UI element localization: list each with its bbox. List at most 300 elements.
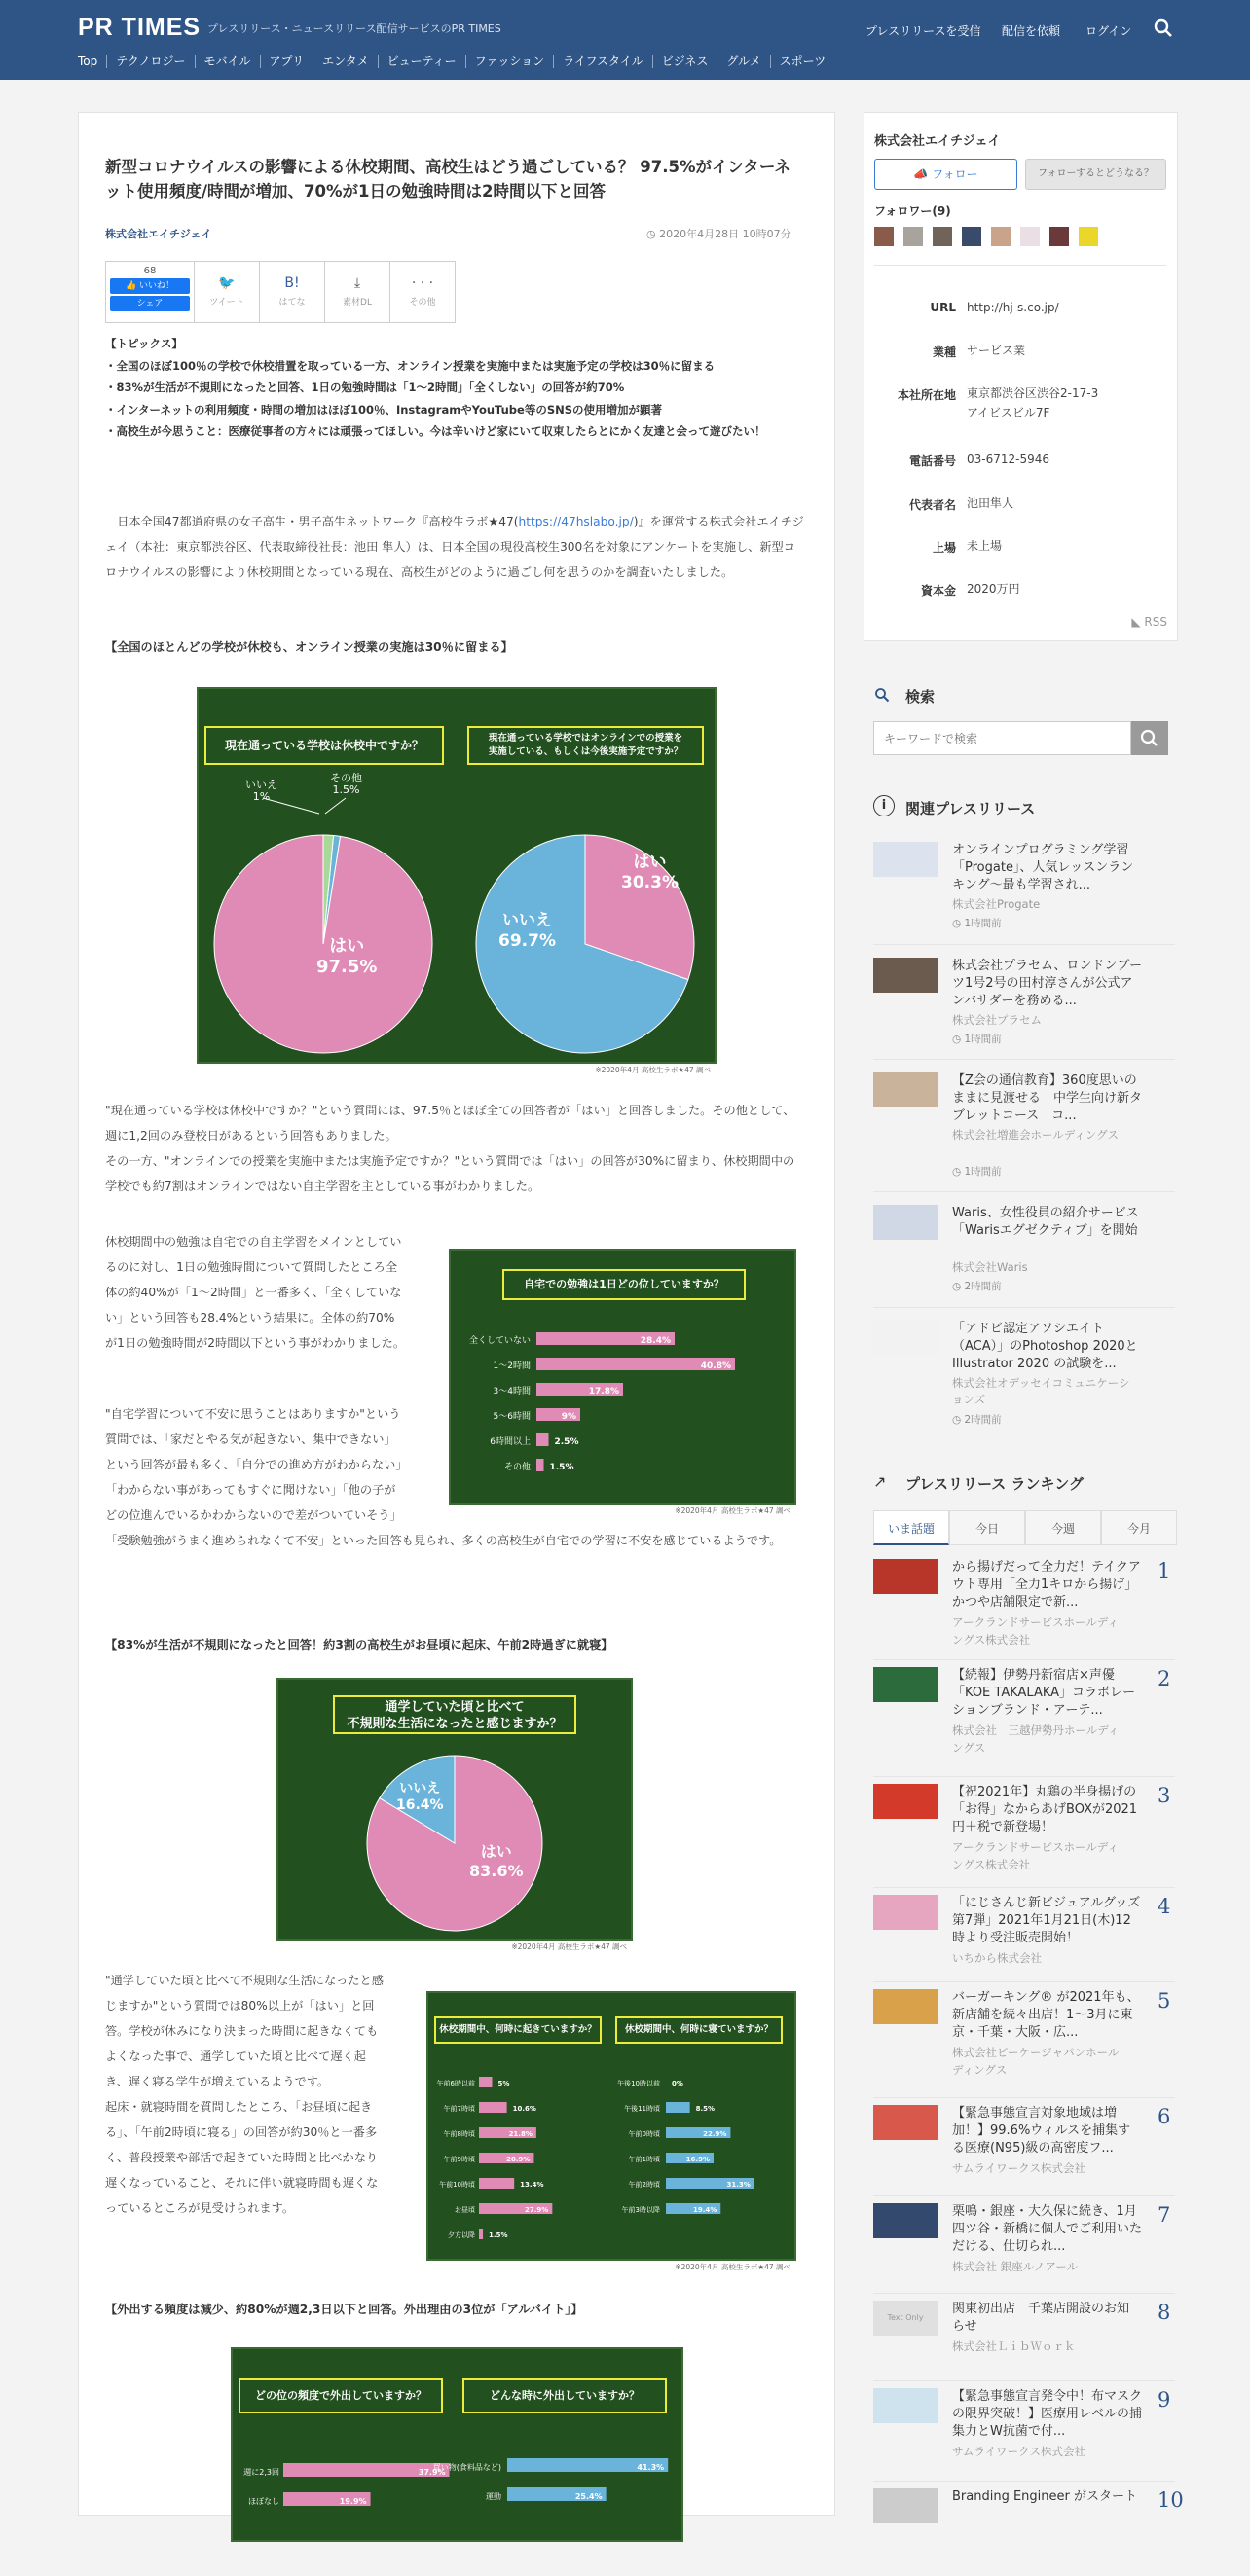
bar-label: 6時間以上 — [490, 1437, 531, 1447]
related-thumbnail — [873, 842, 938, 877]
bar — [479, 2077, 493, 2087]
follow-label: フォロー — [932, 167, 978, 181]
search-submit-icon — [1131, 721, 1168, 755]
nav-login[interactable]: ログイン — [1085, 24, 1132, 38]
bar-value: 9% — [561, 1412, 576, 1422]
heading-3: 【外出する頻度は減少、約80%が週2,3日以下と回答。外出理由の3位が「アルバイト」】 — [105, 2303, 583, 2316]
pie1-other-leader — [325, 798, 346, 814]
more-label: その他 — [409, 298, 436, 308]
bar-value: 13.4% — [520, 2181, 544, 2189]
topic-4: ・高校生が今思うこと：医療従事者の方々には頑張ってほしい。今は辛いけど家にいて収束したらとにかく友達と会って遊びたい！ — [105, 424, 766, 438]
out2-title: どんな時に外出していますか？ — [462, 2378, 667, 2413]
wake-sleep-bars — [428, 1993, 794, 2259]
tab-month[interactable]: 今月 — [1101, 1510, 1177, 1545]
follower-avatar[interactable] — [991, 227, 1011, 246]
related-time — [952, 1164, 1002, 1179]
intro-paragraph — [105, 509, 806, 585]
bar-label: 運動 — [486, 2492, 501, 2501]
ranking-thumbnail — [873, 1989, 938, 2024]
ranking-thumbnail — [873, 1784, 938, 1819]
clock-icon: ◷ — [952, 1414, 965, 1426]
pie2-yes-name: はい — [633, 853, 667, 872]
info-url-value[interactable]: http://hj-s.co.jp/ — [967, 301, 1059, 314]
pie2-no-label — [498, 911, 556, 952]
download-icon: ⤓ — [353, 275, 361, 291]
divider — [873, 2481, 1175, 2482]
pie1-yes-label — [316, 936, 377, 977]
pie1-no-name: いいえ — [245, 779, 277, 791]
divider — [873, 1659, 1175, 1660]
paragraph-anxiety-a: "自宅学習について不安に思うことはありますか"という質問では、「家だとやる気が起きない、集中できない」という回答が最も多く、「自分での進め方がわからない」「わからない事があってもすぐに聞けない」「他の子がどの位進んでいるかわからないので差がついていそう」 — [105, 1407, 402, 1522]
related-company: 株式会社増進会ホールディングス — [952, 1128, 1120, 1142]
ranking-item[interactable] — [873, 2488, 1184, 2576]
follower-avatar[interactable] — [903, 227, 923, 246]
info-industry-value: サービス業 — [967, 344, 1026, 357]
ranking-title-text[interactable]: Branding Engineer がスタート — [952, 2489, 1137, 2504]
pie2-title-line2: 実施している、もしくは今後実施予定ですか？ — [488, 746, 683, 757]
bar-value: 8.5% — [695, 2105, 716, 2113]
bar-value: 16.9% — [685, 2156, 711, 2163]
pie3-yes-name: はい — [480, 1842, 512, 1861]
sleep-title: 休校期間中、何時に寝ていますか？ — [615, 2016, 783, 2044]
ranking-thumbnail — [873, 2203, 938, 2238]
nav-subscribe[interactable]: プレスリリースを受信 — [865, 24, 981, 38]
ranking-company: 株式会社ビーケージャパンホールディングス — [952, 2046, 1120, 2077]
cat-gourmet[interactable]: グルメ — [717, 55, 769, 68]
clock-icon: ◷ — [646, 228, 660, 240]
follower-avatar[interactable] — [962, 227, 981, 246]
bar-label: 買い物(食料品など) — [432, 2463, 501, 2472]
date-text: 2020年4月28日 10時07分 — [659, 228, 791, 240]
bar-label: 午前2時頃 — [628, 2181, 660, 2189]
paragraph-irregular-a: "通学していた頃と比べて不規則な生活になったと感じますか"という質問では80%以上が「はい」と回答。学校が休みになり決まった時間に起きなくてもよくなった事で、通学していた頃と比べて遅く起き、遅く寝る学生が増えているようです。 — [105, 1974, 384, 2088]
bar-label: 午前7時頃 — [443, 2105, 475, 2113]
wake-credit: ※2020年4月 高校生ラボ★47 調べ — [675, 2263, 790, 2271]
intro-text-1: 日本全国47都道府県の女子高生・男子高生ネットワーク『高校生ラボ★47( — [117, 515, 519, 528]
ranking-title-text[interactable]: 「にじさんじ新ビジュアルグッズ第7弾」2021年1月21日(木)12時より受注販売開始！ — [952, 1896, 1141, 1945]
trend-icon: ↗ — [873, 1472, 887, 1491]
article-title: 新型コロナウイルスの影響による休校期間、高校生はどう過ごしている？ 97.5%がインターネット使用頻度/時間が増加、70%が1日の勉強時間は2時間以下と回答 — [105, 158, 791, 200]
related-time — [952, 1032, 1002, 1046]
info-listing-label: 上場 — [932, 541, 956, 555]
ranking-title-text[interactable]: 栗鳴・銀座・大久保に続き、1月 四ツ谷・新橋に個人でご利用いただける、仕切られ... — [952, 2204, 1143, 2254]
pie1-yes-name: はい — [329, 936, 365, 957]
divider — [873, 2195, 1175, 2196]
info-url-label: URL — [930, 301, 956, 314]
ranking-item[interactable] — [873, 2301, 1175, 2388]
bar-label: 午前6時以前 — [436, 2080, 475, 2087]
ranking-company: 株式会社 三越伊勢丹ホールディングス — [952, 1723, 1120, 1755]
info-address-value — [967, 383, 1098, 422]
ranking-title-text[interactable]: 【祝2021年】丸鶏の半身揚げの「お得」なからあげBOXが2021円＋税で新登場！ — [952, 1785, 1138, 1834]
paragraph-irregular — [105, 1968, 385, 2221]
related-item[interactable] — [873, 1072, 1175, 1178]
search-icon[interactable] — [1152, 17, 1175, 40]
out1-title: どの位の頻度で外出していますか？ — [239, 2378, 443, 2413]
ranking-title-text[interactable]: 【緊急事態宣言対象地域は増加！】99.6%ウィルスを捕集する医療(N95)級の高密度フ... — [952, 2106, 1131, 2156]
bar-label: お昼頃 — [455, 2206, 475, 2214]
ranking-title-text[interactable]: 【続報】伊勢丹新宿店×声優「KOE TAKALAKA」コラボレーションブランド・アーテ... — [952, 1668, 1136, 1718]
divider — [873, 1307, 1175, 1308]
bar-value: 1.5% — [549, 1463, 574, 1472]
related-thumbnail — [873, 958, 938, 993]
like-label: いいね！ — [139, 281, 175, 291]
divider — [873, 1059, 1175, 1060]
bar — [666, 2102, 690, 2113]
related-time — [952, 1412, 1002, 1427]
pie1-title: 現在通っている学校は休校中ですか？ — [204, 726, 444, 765]
clock-icon: ◷ — [952, 1034, 965, 1045]
pie1-other-value: 1.5% — [332, 783, 360, 796]
topic-3: ・インターネットの利用頻度・時間の増加はほぼ100％、InstagramやYouTube等のSNSの使用増加が顕著 — [105, 402, 663, 417]
related-thumbnail — [873, 1072, 938, 1107]
ranking-number: 1 — [1158, 1559, 1171, 1582]
pie1-no-value: 1% — [252, 790, 271, 803]
ranking-thumbnail — [873, 1895, 938, 1930]
related-company: 株式会社オデッセイコミュニケーションズ — [952, 1376, 1130, 1406]
chart-credit: ※2020年4月 高校生ラボ★47 調べ — [595, 1066, 711, 1074]
download-button[interactable] — [324, 261, 390, 323]
pie2-title-line1: 現在通っている学校ではオンラインでの授業を — [488, 733, 683, 744]
paragraph-1-a: "現在通っている学校は休校中ですか？"という質問には、97.5％とほぼ全ての回答者が「はい」と回答しました。その他として、週に1,2回のみ登校日があるという回答もありました。 — [105, 1104, 795, 1143]
wake-title: 休校期間中、何時に起きていますか？ — [434, 2016, 602, 2044]
bar-value: 2.5% — [554, 1437, 579, 1447]
related-item[interactable] — [873, 1321, 1175, 1426]
ranking-company: サムライワークス株式会社 — [952, 2445, 1085, 2458]
clock-icon: ◷ — [952, 1166, 965, 1178]
related-time-text: 1時間前 — [964, 1034, 1002, 1045]
more-button[interactable] — [389, 261, 456, 323]
bar-value: 40.8% — [700, 1361, 731, 1371]
ranking-title-text[interactable]: 関東初出店 千葉店開設のお知らせ — [952, 2302, 1130, 2334]
related-thumbnail — [873, 1205, 938, 1240]
bar-label: 午前3時以降 — [621, 2206, 660, 2214]
ranking-number: 6 — [1158, 2105, 1171, 2128]
ranking-number: 3 — [1158, 1784, 1171, 1807]
pie1-other-label — [330, 773, 362, 796]
publish-date — [646, 226, 791, 241]
magnifier-icon — [874, 687, 890, 703]
info-address-line1: 東京都渋谷区渋谷2-17-3 — [967, 386, 1099, 400]
ranking-company: 株式会社 銀座ルノアール — [952, 2260, 1079, 2273]
bar-label: その他 — [503, 1463, 531, 1472]
pie3-yes-value: 83.6% — [469, 1862, 524, 1880]
bar-label: 午後11時頃 — [624, 2105, 660, 2113]
nav-request[interactable]: 配信を依頼 — [1002, 24, 1061, 38]
bar-value: 1.5% — [489, 2231, 508, 2239]
bar-label: 午前10時頃 — [439, 2181, 475, 2189]
info-address-label: 本社所在地 — [897, 388, 956, 402]
ranking-thumbnail — [873, 2488, 938, 2523]
ranking-item[interactable] — [873, 1559, 1175, 1647]
search-submit-button[interactable] — [1131, 721, 1168, 755]
bar-value: 25.4% — [574, 2492, 603, 2501]
follower-avatar[interactable] — [1049, 227, 1069, 246]
topic-1: ・全国のほぼ100％の学校で休校措置を取っている一方、オンライン授業を実施中または実施予定の学校は30％に留まる — [105, 358, 716, 373]
bar-value: 22.9% — [703, 2130, 727, 2138]
bar-label: 午前1時頃 — [628, 2156, 660, 2163]
bar-value: 10.6% — [512, 2105, 536, 2113]
related-time — [952, 1279, 1002, 1293]
related-title-text[interactable]: 株式会社プラセム、ロンドンブーツ1号2号の田村淳さんが公式アンバサダーを務める... — [952, 959, 1143, 1008]
ranking-title-text[interactable]: 【緊急事態宣言発令中！布マスクの限界突破！】医療用レベルの捕集力とW抗菌で付... — [952, 2389, 1143, 2439]
company-link[interactable]: 株式会社エイチジェイ — [105, 228, 212, 240]
study-title: 自宅での勉強は1日どの位していますか？ — [502, 1269, 746, 1300]
search-title: 検索 — [905, 688, 936, 706]
pie3-svg — [278, 1680, 631, 1939]
info-capital-value: 2020万円 — [967, 582, 1020, 596]
download-label: 素材DL — [343, 298, 372, 308]
divider — [873, 944, 1175, 945]
divider — [873, 1887, 1175, 1888]
follower-avatar[interactable] — [874, 227, 894, 246]
pie3-no-value: 16.4% — [396, 1797, 444, 1813]
study-credit: ※2020年4月 高校生ラボ★47 調べ — [675, 1506, 790, 1515]
bar-label: 5〜6時間 — [493, 1412, 531, 1422]
topics — [105, 333, 806, 443]
category-nav — [78, 54, 834, 68]
heading-2: 【83%が生活が不規則になったと回答！約3割の高校生がお昼頃に起床、午前2時過ぎに就寝】 — [105, 1638, 613, 1651]
info-phone-label: 電話番号 — [908, 454, 956, 468]
tab-today[interactable]: 今日 — [949, 1510, 1025, 1545]
divider — [873, 2293, 1175, 2294]
ranking-thumbnail — [873, 1667, 938, 1702]
related-item[interactable] — [873, 1205, 1175, 1302]
pie1-yes-value: 97.5% — [316, 957, 378, 977]
divider — [873, 2380, 1175, 2381]
topics-heading: 【トピックス】 — [105, 337, 183, 350]
follow-button[interactable] — [874, 159, 1017, 190]
cat-sports[interactable]: スポーツ — [770, 55, 835, 68]
thumbnail-label: Text Only — [887, 2313, 924, 2322]
related-time — [952, 916, 1002, 930]
info-listing-value: 未上場 — [967, 539, 1003, 553]
divider — [874, 265, 1166, 266]
ranking-company: アークランドサービスホールディングス株式会社 — [952, 1615, 1120, 1647]
share-button[interactable]: シェア — [110, 296, 190, 311]
ranking-number: 4 — [1158, 1895, 1171, 1918]
info-ceo-label: 代表者名 — [908, 498, 956, 512]
bar-value: 19.4% — [692, 2206, 717, 2214]
cat-lifestyle[interactable]: ライフスタイル — [553, 55, 652, 68]
bar-label: 週に2,3回 — [243, 2468, 279, 2477]
rss-icon: ◣ — [1131, 615, 1145, 629]
like-count: 68 — [143, 266, 157, 276]
pie3-title-line1: 通学していた頃と比べて — [385, 1700, 525, 1715]
paragraph-study: 休校期間中の勉強は自宅での自主学習をメインとしているのに対し、1日の勉強時間について質問したところ全体の約40%が「1〜2時間」と一番多く、「全くしていない」という回答も28.4%という結果に。全体の約70%が1日の勉強時間が2時間以下という事がわかりました。 — [105, 1235, 406, 1350]
rss-label: RSS — [1144, 615, 1167, 629]
ranking-number: 5 — [1158, 1989, 1171, 2013]
chart-irregular — [276, 1678, 633, 1951]
thumbs-up-icon: 👍 — [125, 281, 140, 291]
follower-avatar[interactable] — [933, 227, 952, 246]
bar-value: 0% — [672, 2080, 683, 2087]
cat-app[interactable]: アプリ — [260, 55, 313, 68]
bar-label: 午前8時頃 — [443, 2130, 475, 2138]
followers-count: フォロワー(9) — [874, 204, 951, 218]
pie3-credit: ※2020年4月 高校生ラボ★47 調べ — [511, 1942, 627, 1951]
ranking-title-text[interactable]: バーガーキング® が2021年も、新店舗を続々出店！1～3月に東京・千葉・大阪・広... — [952, 1990, 1140, 2040]
follow-info-button[interactable]: フォローするとどうなる？ — [1025, 159, 1166, 190]
paragraph-anxiety-b: 「受験勉強がうまく進められなくて不安」といった回答も見られ、多くの高校生が自宅での学習に不安を感じているようです。 — [105, 1534, 782, 1547]
pie2-no-name: いいえ — [501, 911, 552, 930]
ranking-item[interactable] — [873, 1784, 1175, 1871]
follower-avatar[interactable] — [1020, 227, 1040, 246]
more-icon: · · · — [411, 275, 434, 291]
paragraph-1-b: その一方、"オンラインでの授業を実施中または実施予定ですか？"という質問では「はい」の回答が30%に留まり、休校期間中の学校でも約7割はオンラインではない自主学習を主としている事がわかりました。 — [105, 1154, 795, 1193]
chart-closure-online — [197, 687, 717, 1074]
paragraph-1 — [105, 1098, 806, 1199]
related-title-text[interactable]: 【Z会の通信教育】360度思いのままに見渡せる 中学生向け新タブレットコース コ... — [952, 1073, 1143, 1123]
cat-tech[interactable]: テクノロジー — [106, 55, 194, 68]
related-thumbnail — [873, 1321, 938, 1356]
facebook-box — [105, 261, 195, 323]
ranking-item[interactable] — [873, 2203, 1175, 2291]
bar — [479, 2102, 507, 2113]
bar-value: 41.3% — [637, 2463, 665, 2472]
bar-value: 20.9% — [506, 2156, 531, 2163]
info-ceo-value: 池田隼人 — [967, 496, 1014, 510]
info-capital-label: 資本金 — [920, 584, 956, 598]
related-time-text: 1時間前 — [964, 1166, 1002, 1178]
twitter-icon: 🐦 — [218, 275, 236, 291]
related-title: 関連プレスリリース — [905, 800, 1036, 817]
cat-entame[interactable]: エンタメ — [312, 55, 378, 68]
ranking-thumbnail — [873, 1559, 938, 1594]
bar-label: 全くしていない — [468, 1336, 531, 1346]
bar-label: 3〜4時間 — [493, 1387, 531, 1397]
related-company: 株式会社Progate — [952, 897, 1041, 911]
divider — [873, 1981, 1175, 1982]
follower-avatar[interactable] — [1079, 227, 1098, 246]
bar-value: 17.8% — [588, 1387, 619, 1397]
like-button[interactable] — [110, 278, 190, 294]
ranking-thumbnail — [873, 2105, 938, 2140]
bar-value: 27.9% — [525, 2206, 549, 2214]
bar-label: 午前0時頃 — [628, 2130, 660, 2138]
ranking-item[interactable] — [873, 2388, 1175, 2476]
topic-2: ・83%が生活が不規則になったと回答、1日の勉強時間は「1〜2時間」「全くしない」の回答が約70% — [105, 381, 625, 394]
ranking-number: 8 — [1158, 2301, 1171, 2324]
ranking-item[interactable] — [873, 1667, 1175, 1755]
chart-wake-sleep — [426, 1991, 796, 2271]
bar — [479, 2178, 514, 2189]
divider — [873, 1776, 1175, 1777]
bar-label: 夕方以降 — [448, 2231, 475, 2239]
ranking-company: いちから株式会社 — [952, 1951, 1042, 1965]
outing-bars — [233, 2349, 681, 2540]
related-time-text: 2時間前 — [964, 1281, 1002, 1292]
company-card — [864, 112, 1178, 641]
bar-value: 28.4% — [640, 1336, 671, 1346]
divider — [873, 1191, 1175, 1192]
related-company: 株式会社プラセム — [952, 1013, 1042, 1027]
ranking-number: 10 — [1158, 2488, 1184, 2512]
tab-trending[interactable]: いま話題 — [873, 1510, 949, 1545]
card-company-name[interactable]: 株式会社エイチジェイ — [874, 134, 1001, 149]
bar-value: 37.9% — [418, 2468, 446, 2477]
cat-beauty[interactable]: ビューティー — [378, 55, 465, 68]
info-address-line2: アイビスビル7F — [967, 406, 1050, 419]
ranking-title: プレスリリース ランキング — [905, 1475, 1084, 1493]
ranking-company: 株式会社ＬｉｂＷｏｒｋ — [952, 2340, 1076, 2353]
ranking-company: アークランドサービスホールディングス株式会社 — [952, 1840, 1120, 1871]
related-time-text: 2時間前 — [964, 1414, 1002, 1426]
related-item[interactable] — [873, 958, 1175, 1055]
divider — [873, 2097, 1175, 2098]
tweet-button[interactable] — [194, 261, 260, 323]
clock-icon: ◷ — [952, 918, 965, 929]
pie2-no-value: 69.7% — [498, 931, 556, 951]
logo[interactable]: PR TIMES — [78, 14, 202, 41]
related-title-text[interactable]: 「アドビ認定アソシエイト（ACA）」のPhotoshop 2020とIllustrator 2020 の試験を... — [952, 1322, 1138, 1371]
ranking-item[interactable] — [873, 1989, 1175, 2077]
related-title-text[interactable]: オンラインプログラミング学習「Progate」、人気レッスンランキング〜最も学習され... — [952, 843, 1134, 892]
pie3-yes-label — [469, 1842, 524, 1881]
heading-1: 【全国のほとんどの学校が休校も、オンライン授業の実施は30％に留まる】 — [105, 640, 513, 654]
bar-label: 午後10時以前 — [617, 2080, 660, 2087]
ranking-number: 9 — [1158, 2388, 1171, 2412]
paragraph-anxiety — [105, 1401, 806, 1553]
bar-label: 午前9時頃 — [443, 2156, 475, 2163]
related-title-text[interactable]: Waris、女性役員の紹介サービス「Warisエグゼクティブ」を開始 — [952, 1206, 1139, 1238]
ranking-item[interactable] — [873, 2105, 1175, 2193]
related-time-text: 1時間前 — [964, 918, 1002, 929]
chart-outing — [231, 2347, 683, 2542]
ranking-title-text[interactable]: から揚げだって全力だ！テイクアウト専用「全力1キロから揚げ」かつや店舗限定で新... — [952, 1560, 1141, 1610]
bar-value: 5% — [497, 2080, 510, 2087]
header — [0, 0, 1250, 80]
bar-label: 1〜2時間 — [493, 1361, 531, 1371]
bar — [479, 2229, 483, 2239]
ranking-item[interactable] — [873, 1895, 1175, 1982]
ranking-company: サムライワークス株式会社 — [952, 2161, 1085, 2175]
labo-link[interactable]: https://47hslabo.jp/ — [518, 515, 634, 528]
intro-text-2: )』を運営する株式会社エイチジェイ（本社：東京都渋谷区、代表取締役社長：池田 隼人）は、日本全国の現役高校生300名を対象にアンケートを実施し、新型コロナウイルスの影響により休校期間となっている現在、高校生がどのように過ごし何を思うのかを調査いたしました。 — [105, 515, 804, 579]
ranking-number: 2 — [1158, 1667, 1171, 1690]
cat-fashion[interactable]: ファッション — [465, 55, 554, 68]
cat-business[interactable]: ビジネス — [652, 55, 717, 68]
cat-top[interactable]: Top — [78, 54, 98, 68]
tagline: プレスリリース・ニュースリリース配信サービスのPR TIMES — [207, 22, 501, 35]
hatena-button[interactable] — [259, 261, 325, 323]
pie1-other-name: その他 — [330, 772, 362, 784]
related-item[interactable] — [873, 842, 1175, 939]
hatena-label: はてな — [278, 298, 306, 308]
pie3-no-label — [396, 1781, 444, 1814]
ranking-thumbnail — [873, 2301, 938, 2336]
cat-mobile[interactable]: モバイル — [195, 55, 260, 68]
bar-value: 21.8% — [508, 2130, 533, 2138]
info-phone-value: 03-6712-5946 — [967, 453, 1050, 466]
pie2-yes-value: 30.3% — [621, 873, 679, 892]
pie3-no-name: いいえ — [399, 1781, 441, 1796]
ranking-number: 7 — [1158, 2203, 1171, 2227]
paragraph-irregular-b: 起床・就寝時間を質問したところ、「お昼頃に起きる」、「午前2時頃に寝る」の回答が約30％と一番多く、普段授業や部活で起きていた時間と比べかなり遅くなっていること、それに伴い就寝時間も遅くなっているところが見受けられます。 — [105, 2100, 379, 2215]
bar-label: ほぼなし — [248, 2497, 279, 2506]
tab-week[interactable]: 今週 — [1025, 1510, 1101, 1545]
search-input[interactable] — [873, 721, 1131, 755]
article — [78, 112, 835, 2516]
bar-value: 19.9% — [339, 2497, 367, 2506]
clock-icon: ◷ — [952, 1281, 965, 1292]
rss-link[interactable] — [1131, 615, 1167, 629]
hatena-icon: B! — [284, 275, 300, 291]
bar-value: 31.3% — [726, 2181, 751, 2189]
info-icon: i — [873, 795, 895, 816]
tweet-label: ツイート — [209, 298, 244, 308]
info-industry-label: 業種 — [932, 345, 956, 359]
